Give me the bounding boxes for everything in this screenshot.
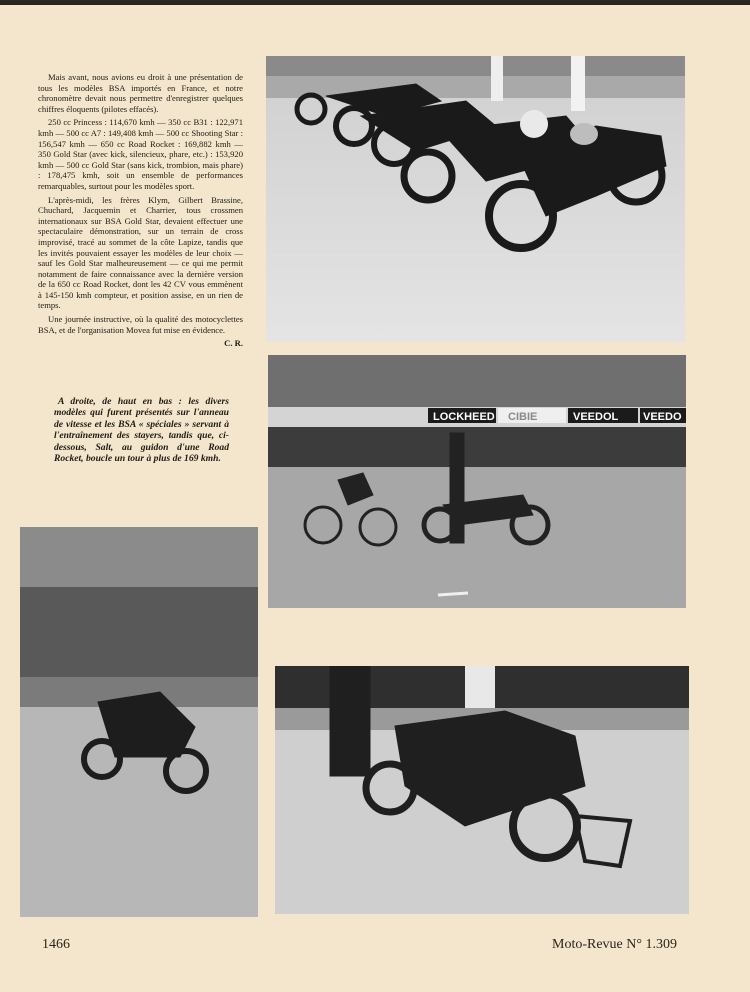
- author-signature: C. R.: [224, 338, 243, 349]
- sign-cibie: CIBIE: [508, 411, 538, 423]
- photo-track-pacing-image: [268, 355, 686, 608]
- photo-parked-motorcycles: [266, 56, 685, 342]
- caption-text: A droite, de haut en bas : les divers modèles qui furent présentés sur l'anneau de vitesse et les BSA « spéciales » servant à l'entraînement des stayers, tandis que, ci-dessous, Salt, au guidon d'une Road Rocket, boucle un tour à plus de 169 kmh.: [54, 396, 229, 465]
- page-number: 1466: [42, 937, 70, 952]
- article-text: [38, 72, 243, 352]
- magazine-footer: Moto-Revue N° 1.309: [552, 937, 677, 952]
- article-paragraph: 250 cc Princess : 114,670 kmh — 350 cc B31 : 122,971 kmh — 500 cc A7 : 149,408 kmh — 500 cc Shooting Star : 156,547 kmh — 650 cc Road Rocket : 169,882 kmh — 350 Gold Star (avec kick, silencieux, phare, etc.) : 153,920 kmh — 500 cc Gold Star (sans kick, trombion, mais phare) : 178,475 kmh, soit un ensemble de performances remarquables, surtout pour les modèles sport.: [38, 117, 243, 191]
- photo-parked-motorcycles-image: [266, 56, 685, 342]
- track-signs: [428, 408, 686, 423]
- photo-road-rocket-lap-image: [20, 527, 258, 917]
- sign-lockheed: LOCKHEED: [433, 411, 495, 423]
- article-paragraph: Une journée instructive, où la qualité des motocyclettes BSA, et de l'organisation Movea fut mise en évidence.: [38, 314, 243, 335]
- photo-special-bsa-image: [275, 666, 689, 914]
- sign-veedo: VEEDO: [643, 411, 682, 423]
- photo-caption: [54, 396, 229, 464]
- photo-track-pacing: [268, 355, 686, 608]
- photo-road-rocket-lap: [20, 527, 258, 917]
- sign-veedol: VEEDOL: [573, 411, 619, 423]
- article-paragraph: L'après-midi, les frères Klym, Gilbert Brassine, Chuchard, Jacquemin et Charrier, tous crossmen internationaux sur BSA Gold Star, devaient effectuer une spectaculaire démonstration, sur un terrain de cross improvisé, tracé au sommet de la côte Lapize, tandis que les invités pouvaient essayer les modèles de leur choix — sauf les Gold Star malheureusement — ce qui me permit notamment de faire connaissance avec la dernière version de la 650 cc Road Rocket, dont les 42 CV vous emmènent à 145-150 kmh compteur, et position assise, en un rien de temps.: [38, 194, 243, 311]
- photo-special-bsa: [275, 666, 689, 914]
- article-paragraph: Mais avant, nous avions eu droit à une présentation de tous les modèles BSA importés en France, et notre chronomètre devait nous permettre d'enregistrer quelques chiffres éloquents (pilotes effacés).: [38, 72, 243, 114]
- top-border: [0, 0, 750, 5]
